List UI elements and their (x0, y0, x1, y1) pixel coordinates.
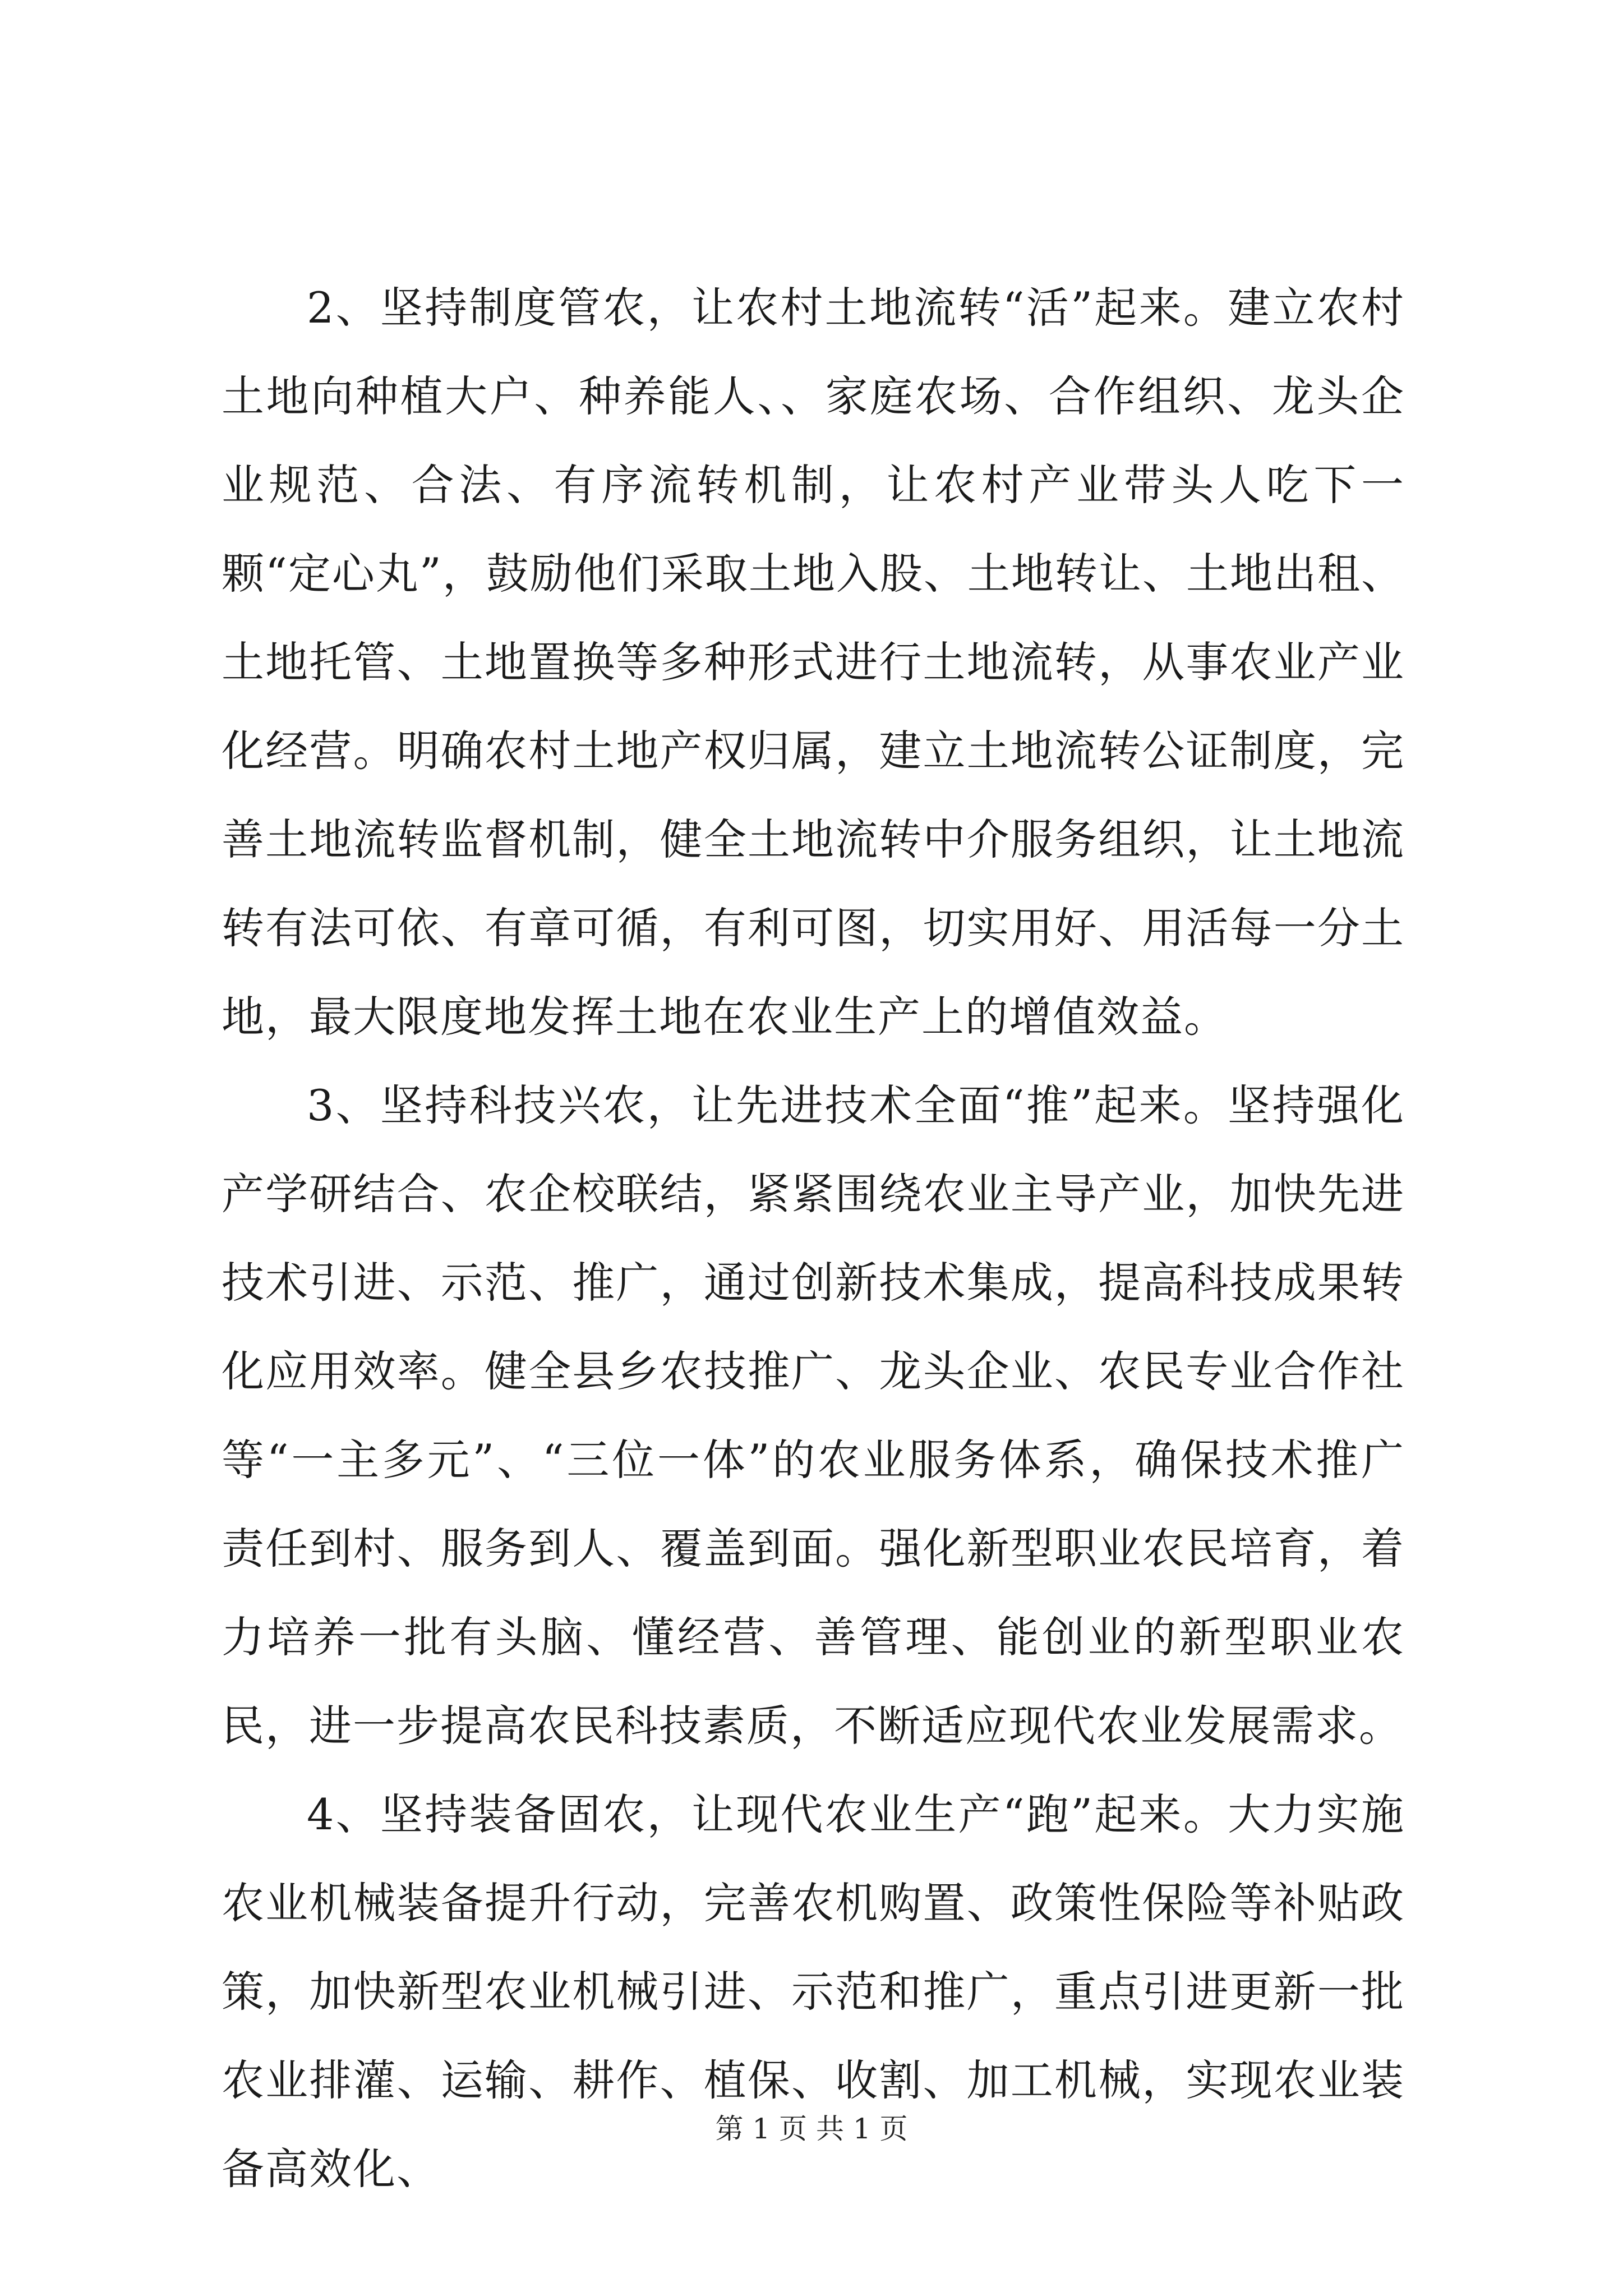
paragraph-land-transfer: 2、坚持制度管农，让农村土地流转“活”起来。建立农村土地向种植大户、种养能人、、家庭农场、合作组织、龙头企业规范、合法、有序流转机制，让农村产业带头人吃下一颗“定心丸”，鼓励他们采取土地入股、土地转让、土地出租、土地托管、土地置换等多种形式进行土地流转，从事农业产业化经营。明确农村土地产权归属，建立土地流转公证制度，完善土地流转监督机制，健全土地流转中介服务组织，让土地流转有法可依、有章可循，有利可图，切实用好、用活每一分土地，最大限度地发挥土地在农业生产上的增值效益。 (222, 283, 1405, 1042)
paragraph-technology: 3、坚持科技兴农，让先进技术全面“推”起来。坚持强化产学研结合、农企校联结，紧紧围绕农业主导产业，加快先进技术引进、示范、推广，通过创新技术集成，提高科技成果转化应用效率。健全县乡农技推广、龙头企业、农民专业合作社等“一主多元”、“三位一体”的农业服务体系，确保技术推广责任到村、服务到人、覆盖到面。强化新型职业农民培育，着力培养一批有头脑、懂经营、善管理、能创业的新型职业农民，进一步提高农民科技素质，不断适应现代农业发展需求。 (222, 1080, 1405, 1751)
document-body (222, 264, 1405, 2214)
paragraph-equipment: 4、坚持装备固农，让现代农业生产“跑”起来。大力实施农业机械装备提升行动，完善农机购置、政策性保险等补贴政策，加快新型农业机械引进、示范和推广，重点引进更新一批农业排灌、运输、耕作、植保、收割、加工机械，实现农业装备高效化、 (222, 1789, 1405, 2194)
page-number-footer: 第 1 页 共 1 页 (715, 2113, 908, 2145)
